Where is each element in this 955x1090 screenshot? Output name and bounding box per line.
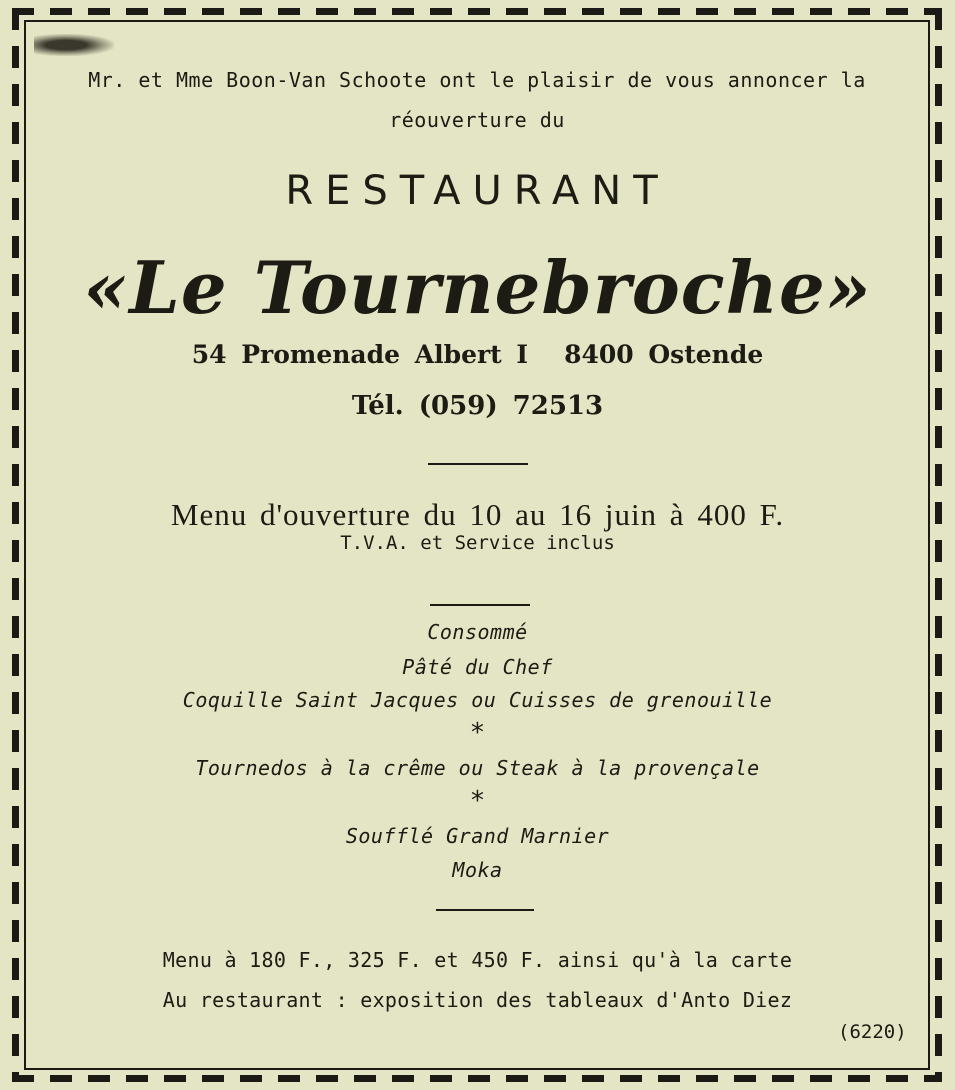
address (0, 340, 955, 369)
opening-menu-title: Menu d'ouverture du 10 au 16 juin à 400 F. (170, 497, 785, 532)
announcement (52, 60, 902, 140)
phone-number: Tél. (059) 72513 (351, 391, 604, 421)
announcement-line-1: Mr. et Mme Boon-Van Schoote ont le plaisir de vous annoncer la (88, 68, 866, 92)
course-item: Consommé (427, 620, 528, 644)
address-city: 8400 Ostende (564, 340, 764, 369)
reference-number: (6220) (838, 1021, 907, 1043)
course-separator: * (469, 718, 486, 748)
course-item: Pâté du Chef (402, 655, 553, 679)
heading-restaurant: RESTAURANT (285, 168, 670, 214)
course-item: Soufflé Grand Marnier (345, 824, 610, 848)
course-item: Tournedos à la crême ou Steak à la provençale (195, 756, 760, 780)
address-street: 54 Promenade Albert I (191, 340, 529, 369)
course-separator: * (469, 786, 486, 816)
course-item: Coquille Saint Jacques ou Cuisses de grenouille (182, 688, 773, 712)
announcement-line-2: réouverture du (389, 108, 565, 132)
opening-menu-note: T.V.A. et Service inclus (340, 532, 615, 554)
footer-exhibition: Au restaurant : exposition des tableaux d'Anto Diez (162, 988, 793, 1012)
restaurant-name: «Le Tournebroche» (83, 245, 872, 330)
footer-menu-prices: Menu à 180 F., 325 F. et 450 F. ainsi qu'à la carte (162, 948, 793, 972)
divider-2 (430, 604, 530, 606)
divider-3 (436, 909, 534, 911)
course-item: Moka (452, 858, 503, 882)
ink-smudge (34, 34, 114, 56)
divider-1 (428, 463, 528, 465)
